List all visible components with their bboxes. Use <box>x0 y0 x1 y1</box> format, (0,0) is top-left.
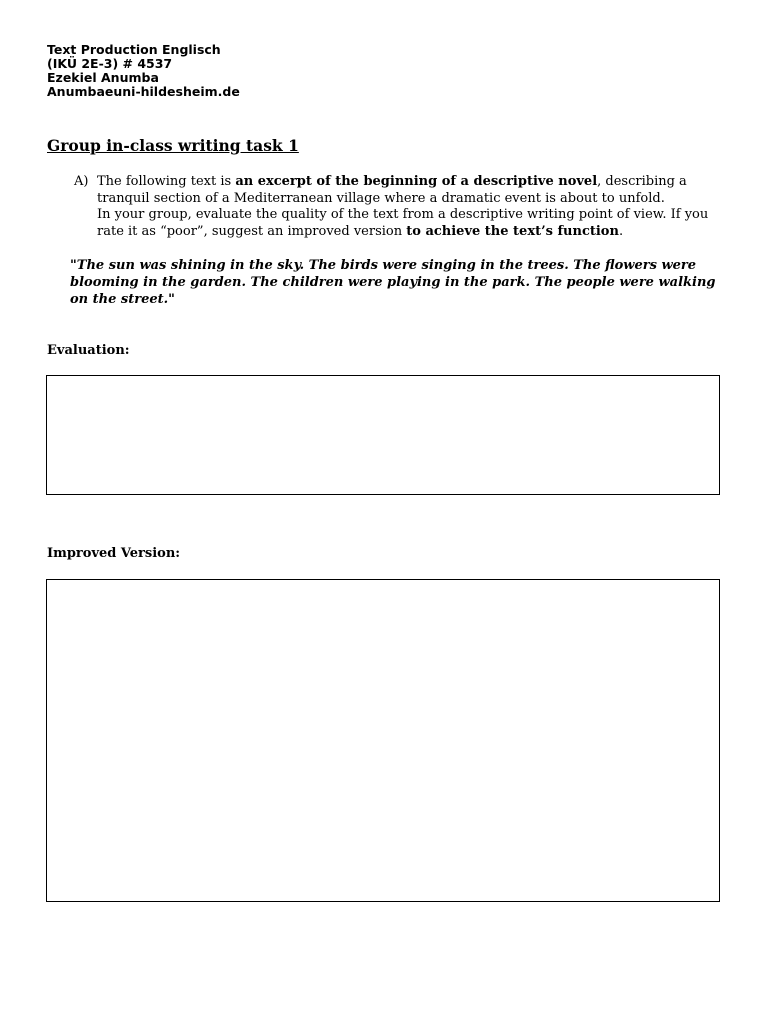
instruction-p2-post: . <box>618 223 624 239</box>
course-code: (IKÜ 2E-3) # 4537 <box>47 56 173 71</box>
evaluation-label: Evaluation: <box>47 343 130 358</box>
course-title: Text Production Englisch <box>47 42 221 57</box>
improved-version-answer-box[interactable] <box>46 579 720 902</box>
document-header <box>47 43 240 99</box>
task-title: Group in-class writing task 1 <box>47 136 299 155</box>
instruction-p1-bold: an excerpt of the beginning of a descriptive novel <box>235 174 598 189</box>
evaluation-answer-box[interactable] <box>46 375 720 495</box>
list-marker: A) <box>74 174 89 189</box>
instruction-text <box>97 174 724 240</box>
author-name: Ezekiel Anumba <box>47 70 159 85</box>
author-email: Anumbaeuni-hildesheim.de <box>47 84 240 99</box>
instruction-p2-bold: to achieve the text’s function <box>406 223 619 239</box>
excerpt-quote: "The sun was shining in the sky. The birds were singing in the trees. The flowers were blooming in the garden. The children were playing in the park. The people were walking on the street." <box>70 258 716 307</box>
instruction-p1-post: , describing a tranquil section of a Mediterranean village where a dramatic event is about to unfold. <box>97 174 687 206</box>
instruction-p2-pre: In your group, evaluate the quality of the text from a descriptive writing point of view. If you rate it as “poor”, suggest an improved version <box>97 207 709 239</box>
instruction-p1-pre: The following text is <box>97 174 236 189</box>
task-instruction <box>74 174 724 240</box>
improved-version-label: Improved Version: <box>47 546 181 561</box>
